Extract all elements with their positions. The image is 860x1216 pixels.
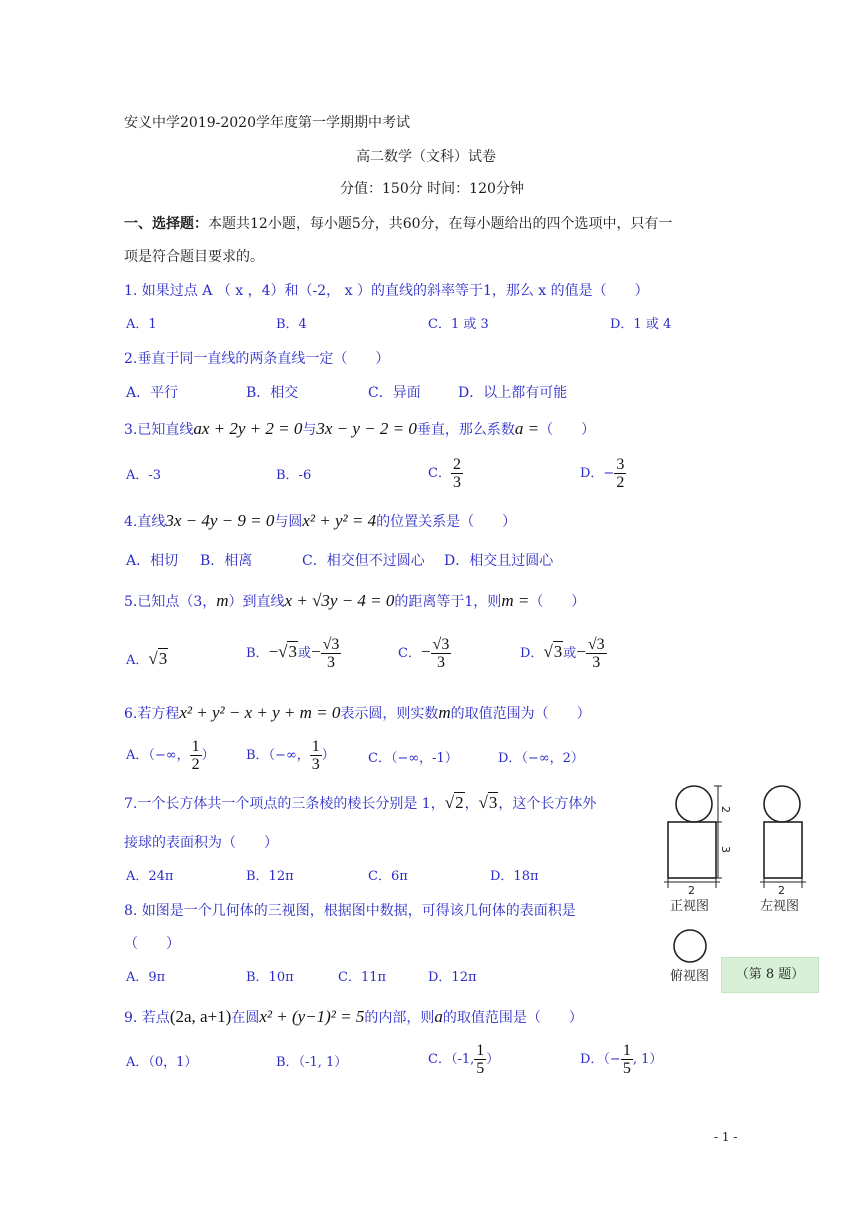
q9-stem-d: 的取值范围是（ ） [442,1010,583,1026]
q3-stem-b: 与 [302,422,317,438]
q9-var: a [434,1007,443,1026]
q5-option-b-or: 或 [297,646,311,661]
q3-eq2: 3x − y − 2 = 0 [316,419,417,438]
q9-stem [124,1008,583,1027]
q3-option-a[interactable]: A．-3 [126,468,162,483]
q2-option-c[interactable]: C．异面 [368,385,421,401]
q5-eq: x + √3y − 4 = 0 [284,591,395,610]
q5-option-b-fraction: $\frac{√3}{3}$ [322,636,340,671]
q3-option-c[interactable] [428,456,463,491]
q8-stem-line2: （ ） [124,936,180,952]
front-dim-mid: 3 [719,846,732,853]
q7-option-b[interactable]: B．12π [246,869,294,884]
q4-eq2: x² + y² = 4 [302,511,377,530]
q4-stem-b: 与圆 [274,514,303,530]
school-line: 安义中学2019-2020学年度第一学期期中考试 [124,115,410,131]
side-view [760,786,806,888]
q4-stem-c: 的位置关系是（ ） [376,514,517,530]
q2-option-d[interactable]: D．以上都有可能 [458,385,568,401]
front-dim-bottom: 2 [688,884,695,897]
page-title: 高二数学（文科）试卷 [356,149,496,165]
q3-stem-d: （ ） [539,422,596,438]
q1-option-c[interactable]: C．1 或 3 [428,317,489,332]
q6-stem-b: 表示圆，则实数 [340,706,439,722]
q5-stem-a: 5.已知点（3， [124,594,217,610]
q6-eq: x² + y² − x + y + m = 0 [179,703,341,722]
q5-option-a[interactable] [126,650,168,670]
q4-option-c[interactable]: C．相交但不过圆心 [302,553,425,569]
q3-option-c-label: C． [428,466,451,481]
q5-stem [124,592,585,611]
q7-option-d[interactable]: D．18π [490,869,539,884]
q6-var: m [438,703,451,722]
q5-option-b-label: B． [246,646,269,661]
q5-option-a-sqrt: √3 [148,649,168,668]
q5-option-d-label: D． [520,646,544,661]
top-view-label: 俯视图 [670,969,710,984]
q6-option-a[interactable]: A．（−∞， $\frac{1}{2}$ ） [126,738,215,773]
q9-eq: x² + (y−1)² = 5 [259,1007,365,1026]
q8-option-c[interactable]: C．11π [338,970,387,985]
page-number: - 1 - [714,1130,738,1144]
top-view-circle [674,930,706,962]
q1-option-a[interactable]: A．1 [126,317,157,332]
q5-option-c-label: C． [398,646,421,661]
section-intro [124,215,673,233]
q6-option-d[interactable]: D．（−∞，2） [498,751,584,766]
q8-stem-line1: 8. 如图是一个几何体的三视图，根据图中数据，可得该几何体的表面积是 [124,903,576,919]
q8-option-b[interactable]: B．10π [246,970,294,985]
exam-meta: 分值：150分 时间：120分钟 [340,181,524,197]
q6-stem-c: 的取值范围为（ ） [450,706,591,722]
q7-stem-line2: 接球的表面积为（ ） [124,835,278,851]
q5-option-c-fraction: $\frac{√3}{3}$ [432,636,450,671]
q4-option-b[interactable]: B．相离 [200,553,253,569]
q5-option-b-sqrt: −√3 [268,642,297,661]
q3-eq1: ax + 2y + 2 = 0 [193,419,303,438]
q5-option-c[interactable]: C．− $\frac{√3}{3}$ [398,636,450,671]
q5-option-d-or: 或 [563,646,577,661]
q5-option-d-sqrt: √3 [543,642,563,661]
q5-option-a-label: A． [126,653,149,668]
q7-stem-text: 7.一个长方体共一个项点的三条棱的棱长分别是 1， [124,796,445,812]
q6-option-a-fraction: $\frac{1}{2}$ [191,738,200,773]
q9-option-d[interactable]: D．（− $\frac{1}{5}$ , 1） [580,1042,663,1077]
q6-stem-a: 6.若方程 [124,706,180,722]
q9-option-c[interactable]: C．（-1, $\frac{1}{5}$ ） [428,1042,500,1077]
q3-stem-a: 3.已知直线 [124,422,194,438]
q4-stem [124,512,516,531]
q7-option-a[interactable]: A．24π [126,869,174,884]
q9-option-c-fraction: $\frac{1}{5}$ [476,1042,485,1077]
q3-stem [124,420,595,439]
q9-stem-a: 9. 若点 [124,1010,170,1026]
q8-option-a[interactable]: A．9π [126,970,166,985]
q7-stem-tail: ，这个长方体外 [498,796,597,812]
q4-stem-a: 4.直线 [124,514,166,530]
q9-stem-b: 在圆 [231,1010,260,1026]
section-desc-1: 本题共12小题，每小题5分，共60分，在每小题给出的四个选项中，只有一 [208,216,673,232]
q5-option-d-fraction: $\frac{√3}{3}$ [587,636,605,671]
side-dim: 2 [778,884,785,897]
q5-option-d[interactable]: D．√3或− $\frac{√3}{3}$ [520,636,605,671]
side-view-label: 左视图 [760,899,800,914]
q9-option-d-label: D．（− [580,1052,621,1067]
q9-stem-c: 的内部，则 [364,1010,435,1026]
q3-option-d-label: D．− [580,466,615,481]
q6-option-b-fraction: $\frac{1}{3}$ [311,738,320,773]
q1-option-b[interactable]: B．4 [276,317,307,332]
q7-sqrt3: √3 [478,793,498,812]
section-label: 一、选择题： [124,216,208,232]
q4-option-d[interactable]: D．相交且过圆心 [444,553,554,569]
q5-stem-b: ）到直线 [228,594,285,610]
q8-figure-caption: （第 8 题） [721,957,819,993]
q2-option-b[interactable]: B．相交 [246,385,299,401]
q4-eq1: 3x − 4y − 9 = 0 [165,511,275,530]
q8-option-d[interactable]: D．12π [428,970,477,985]
q5-option-b[interactable]: B．−√3或− $\frac{√3}{3}$ [246,636,340,671]
q2-stem: 2.垂直于同一直线的两条直线一定（ ） [124,351,390,367]
q9-point: (2a, a+1) [169,1007,232,1026]
q7-option-c[interactable]: C．6π [368,869,408,884]
q3-option-c-fraction: $\frac{2}{3}$ [452,456,461,491]
q1-stem: 1. 如果过点 A （ x ，4）和（-2， x ）的直线的斜率等于1，那么 x 的值是（ ） [124,283,649,299]
q6-option-b[interactable]: B．（−∞， $\frac{1}{3}$ ） [246,738,335,773]
q9-option-c-label: C．（-1, [428,1052,475,1067]
section-desc-2: 项是符合题目要求的。 [124,249,264,265]
q5-var2: m = [501,591,530,610]
q9-option-b[interactable]: B．（-1, 1） [276,1055,348,1070]
q3-var: a = [514,419,540,438]
q5-var: m [216,591,229,610]
front-dim-top: 2 [719,806,732,813]
q9-option-d-fraction: $\frac{1}{5}$ [622,1042,631,1077]
q4-option-a[interactable]: A．相切 [126,553,179,569]
q6-option-a-label: A．（−∞， [126,748,190,763]
q9-option-a[interactable]: A．（0，1） [126,1055,198,1070]
front-view-label: 正视图 [670,899,710,914]
q7-sqrt2: √2 [444,793,464,812]
q2-option-a[interactable]: A．平行 [126,385,179,401]
q3-option-d[interactable] [580,456,626,491]
q3-option-d-fraction: $\frac{3}{2}$ [616,456,625,491]
q3-option-b[interactable]: B．-6 [276,468,312,483]
q7-stem-line1: 7.一个长方体共一个项点的三条棱的棱长分别是 1，√2，√3，这个长方体外 [124,793,597,812]
q6-option-b-label: B．（−∞， [246,748,310,763]
front-view [664,786,722,888]
q1-option-d[interactable]: D．1 或 4 [610,317,672,332]
q5-stem-d: （ ） [529,594,586,610]
q6-option-c[interactable]: C．（−∞，-1） [368,751,458,766]
q3-stem-c: 垂直，那么系数 [416,422,515,438]
q6-stem [124,704,591,723]
q5-stem-c: 的距离等于1，则 [394,594,502,610]
